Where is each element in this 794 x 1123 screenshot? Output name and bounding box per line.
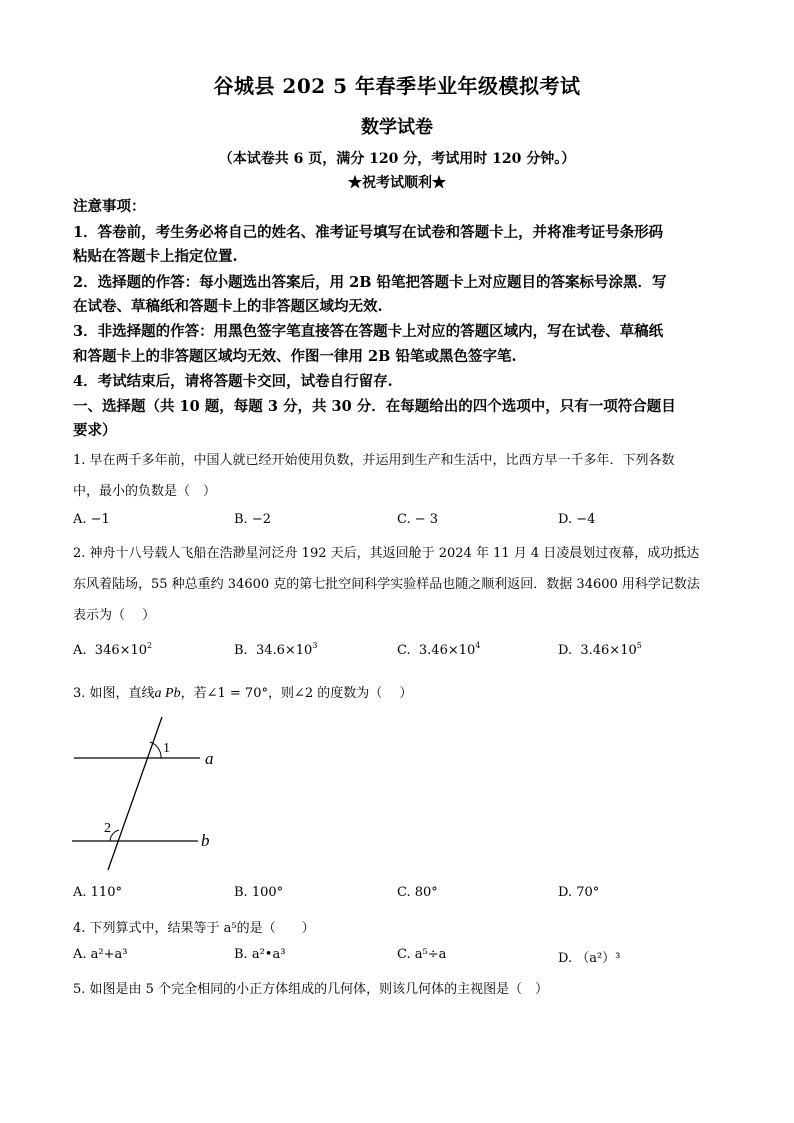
option-label: C. xyxy=(397,643,411,658)
option-exponent: 4 xyxy=(475,641,481,650)
question-text: 5. 如图是由 5 个完全相同的小正方体组成的几何体，则该几何体的主视图是（ ） xyxy=(73,982,549,997)
notes-line: 1．答卷前，考生务必将自己的姓名、准考证号填写在试卷和答题卡上，并将准考证号条形码 xyxy=(73,224,664,241)
option-c: C. 80° xyxy=(397,885,438,900)
notes-line: 在试卷、草稿纸和答题卡上的非答题区域均无效. xyxy=(73,298,383,315)
line-b-label: b xyxy=(201,831,210,850)
option-a xyxy=(73,641,152,658)
notes-heading: 注意事项： xyxy=(73,198,146,215)
transversal-line xyxy=(108,717,162,870)
option-d: D. −4 xyxy=(558,512,596,527)
option-a: A. 110° xyxy=(73,885,122,900)
option-b: B. a²•a³ xyxy=(234,947,286,962)
option-a: A. a²+a³ xyxy=(73,947,128,962)
option-c: C. − 3 xyxy=(397,512,439,527)
exam-title: 谷城县 202 5 年春季毕业年级模拟考试 xyxy=(213,74,581,98)
section-line: 一、选择题（共 10 题，每题 3 分，共 30 分．在每题给出的四个选项中，只有一项符合题目 xyxy=(73,398,676,415)
section-line: 要求） xyxy=(73,422,117,439)
exam-info: （本试卷共 6 页，满分 120 分，考试用时 120 分钟。） xyxy=(218,151,576,167)
option-exponent: 3 xyxy=(312,641,318,650)
exam-subject: 数学试卷 xyxy=(361,117,433,138)
notes-line: 粘贴在答题卡上指定位置. xyxy=(73,248,238,265)
option-a: A. −1 xyxy=(73,512,110,527)
question-suffix: ，若∠1 = 70°，则∠2 的度数为（ ） xyxy=(180,686,413,701)
line-a-label: a xyxy=(205,749,214,768)
exam-wish: ★祝考试顺利★ xyxy=(348,175,446,191)
angle-1-label: 1 xyxy=(163,741,170,756)
option-value: 346×10 xyxy=(94,643,148,658)
notes-line: 3．非选择题的作答：用黑色签字笔直接答在答题卡上对应的答题区域内，写在试卷、草稿纸 xyxy=(73,323,664,340)
option-label: D. xyxy=(558,643,573,658)
option-b: B. 100° xyxy=(234,885,284,900)
parallel-lines-figure xyxy=(60,712,230,882)
question-text xyxy=(73,682,412,702)
option-exponent: 5 xyxy=(636,641,642,650)
option-label: B. xyxy=(234,643,248,658)
question-prefix: 3. 如图，直线 xyxy=(73,686,155,701)
option-exponent: 2 xyxy=(147,641,153,650)
option-label: A. xyxy=(73,643,87,658)
option-d: D. （a²）³ xyxy=(558,951,621,966)
angle-2-label: 2 xyxy=(104,821,111,836)
option-b xyxy=(234,641,317,658)
question-text: 4. 下列算式中，结果等于 a⁵的是（ ） xyxy=(73,921,315,936)
option-c xyxy=(397,641,480,658)
question-text: 2. 神舟十八号载人飞船在浩渺星河泛舟 192 天后，其返回舱于 2024 年 11 月 4 日凌晨划过夜幕，成功抵达 xyxy=(73,546,700,561)
option-value: 3.46×10 xyxy=(580,643,637,658)
question-text: 1. 早在两千多年前，中国人就已经开始使用负数，并运用到生产和生活中，比西方早一千多年．下列各数 xyxy=(73,453,675,468)
question-text: 表示为（ ） xyxy=(73,608,156,623)
notes-line: 2．选择题的作答：每小题选出答案后，用 2B 铅笔把答题卡上对应题目的答案标号涂黑．写 xyxy=(73,274,667,291)
option-value: 3.46×10 xyxy=(418,643,476,658)
angle-2-arc xyxy=(110,830,119,841)
parallel-notation: a Pb xyxy=(154,686,181,701)
notes-line: 和答题卡上的非答题区域均无效、作图一律用 2B 铅笔或黑色签字笔. xyxy=(73,348,517,365)
option-b: B. −2 xyxy=(234,512,271,527)
question-text: 中，最小的负数是（ ） xyxy=(73,484,217,499)
option-d xyxy=(558,641,642,658)
notes-line: 4．考试结束后，请将答题卡交回，试卷自行留存. xyxy=(73,373,393,390)
option-c: C. a⁵÷a xyxy=(397,947,447,962)
option-d: D. 70° xyxy=(558,885,600,900)
question-text: 东风着陆场，55 种总重约 34600 克的第七批空间科学实验样品也随之顺利返回．数据 34600 用科学记数法 xyxy=(73,577,700,592)
option-value: 34.6×10 xyxy=(255,643,313,658)
